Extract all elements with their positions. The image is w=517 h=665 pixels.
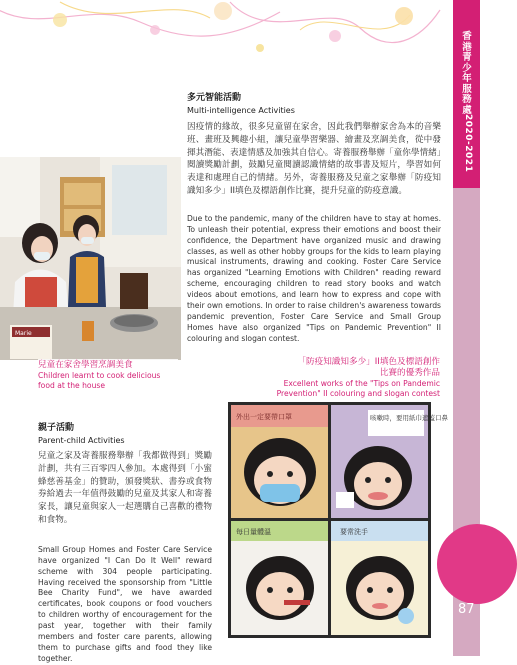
cooking-photo bbox=[0, 157, 181, 360]
drawing-caption-zh-line2: 比賽的優秀作品 bbox=[379, 368, 440, 378]
panel1-text: 外出一定要帶口罩 bbox=[236, 413, 292, 421]
section-title-en: Multi-intelligence Activities bbox=[187, 106, 295, 115]
page-number: 87 bbox=[458, 602, 475, 617]
section-body-zh: 兒童之家及寄養服務舉辦「我都做得到」獎勵計劃，共有三百零四人參加。本處得到「小蜜蜂慈善基金」的贊助，頒發獎狀、書券或食物券給過去一年值得鼓勵的兒童及其家人和寄養家長，讓兒童與家人一起選購自己喜歡的禮物和食物。 bbox=[38, 451, 212, 525]
decorative-swirls bbox=[0, 0, 480, 60]
report-years: 2020-2021 bbox=[463, 114, 473, 173]
parent-child-section bbox=[38, 420, 212, 665]
section-body-en: Due to the pandemic, many of the children have to stay at homes. To unleash their potential, express their emotions and boost their confidence, the Department have organized music and drawing classes, as well as other hobby groups for the kids to learn playing musical instruments, drawing and cooking. Foster Care Service has organized "Learning Emotions with Children" reading reward scheme, encouraging children to read story books and watch videos about emotions, and learn how to express and cope with their own emotions. In order to raise children's awareness towards pandemic prevention, Foster Care Service and Small Group Homes have also organized "Tips on Pandemic Prevention" II colouring and slogan contest. bbox=[187, 213, 441, 343]
section-title-zh: 親子活動 bbox=[38, 423, 75, 433]
page-number-badge bbox=[437, 524, 517, 604]
drawing-caption-zh-line1: 「防疫知識知多少」II填色及標語創作 bbox=[297, 357, 440, 367]
organisation-vertical-title: 香 港 青 少 年 服 務 處 bbox=[462, 31, 472, 116]
cooking-photo-caption bbox=[38, 359, 178, 392]
panel3-text: 每日量體溫 bbox=[236, 528, 271, 536]
cooking-photo-illustration bbox=[0, 157, 181, 360]
drawing-caption-en-line1: Excellent works of the "Tips on Pandemic bbox=[283, 379, 440, 388]
panel4-text: 要常洗手 bbox=[340, 528, 368, 536]
section-body-en: Small Group Homes and Foster Care Service have organized "I Can Do It Well" reward scheme with 304 people participating. Having received the sponsorship from "Little Bee Charity Fund", we have awarded certificates, book coupons or food vouchers to children worthy of encouragement for the past year, together with their family members and foster care parents, allowing them to purchase gifts and food they like together. bbox=[38, 544, 212, 663]
section-title-zh: 多元智能活動 bbox=[187, 93, 242, 103]
section-body-zh: 因疫情的緣故，很多兒童留在家舍，因此我們舉辦家舍為本的音樂班、畫班及興趣小組，讓兒童學習樂器、繪畫及烹調美食，從中發揮其潛能、表達情感及加強其自信心。寄養服務舉辦「童你學情緒」閱讀獎勵計劃，鼓勵兒童閱讀認識情緒的故事書及短片，學習如何表達和處理自己的情緒。另外，寄養服務及兒童之家舉辦「防疫知識知多少」II填色及標語創作比賽，提升兒童的防疫意識。 bbox=[187, 122, 441, 196]
multi-intelligence-section bbox=[187, 90, 441, 345]
contest-drawing bbox=[228, 402, 448, 638]
drawing-caption bbox=[268, 357, 440, 399]
caption-en: Children learnt to cook delicious food at the house bbox=[38, 371, 161, 390]
panel2-text: 咳嗽時，要用紙巾遮蓋口鼻 bbox=[370, 414, 448, 422]
drawing-caption-en-line2: Prevention" II colouring and slogan contest bbox=[276, 389, 440, 398]
section-title-en: Parent-child Activities bbox=[38, 436, 125, 445]
caption-zh: 兒童在家舍學習烹調美食 bbox=[38, 360, 133, 370]
box-label: Marie bbox=[15, 330, 32, 337]
